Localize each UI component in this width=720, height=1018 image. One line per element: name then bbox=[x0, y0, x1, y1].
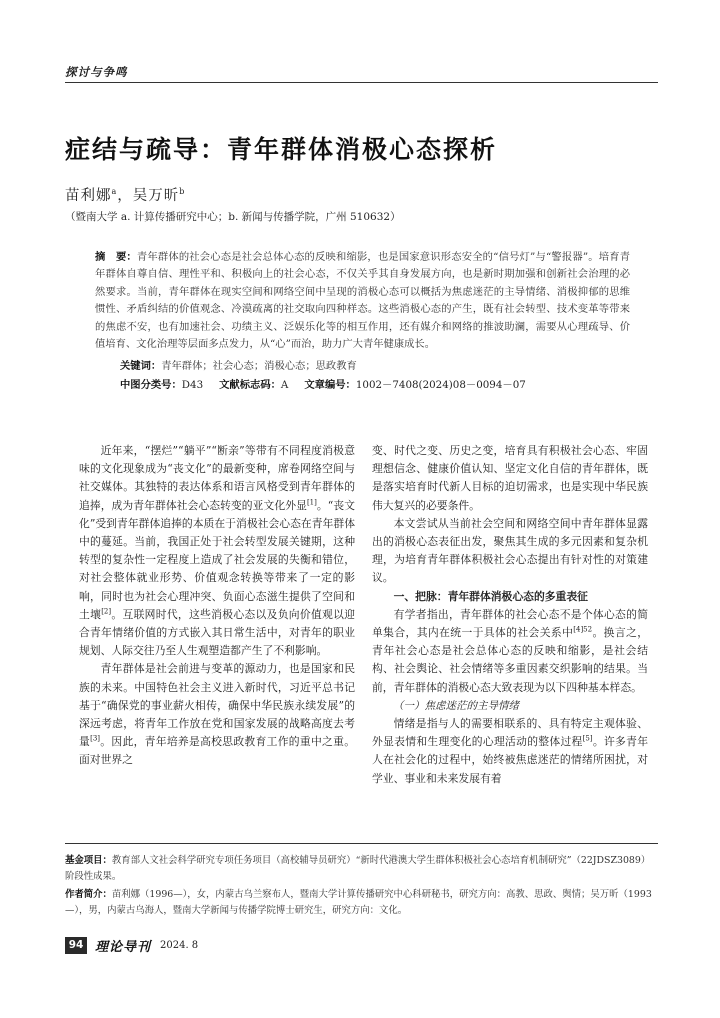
body-paragraph: 本文尝试从当前社会空间和网络空间中青年群体显露出的消极心态表征出发，聚焦其生成的多元因素和复杂机理，为培育青年群体积极社会心态提出有针对性的对策建议。 bbox=[372, 516, 648, 585]
article-no-value: 1002－7408(2024)08－0094－07 bbox=[355, 379, 526, 391]
paragraph-text: 。“丧文化”受到青年群体追捧的本质在于消极社会心态在青年群体中的蔓延。当前，我国正处于社会转型发展关键期，这种转型的复杂性一定程度上造成了社会发展的失衡和错位，对社会整体就业形势、价值观念转换等带来了一定的影响，同时也为社会心理冲突、负面心态滋生提供了空间和土壤 bbox=[79, 498, 355, 621]
issue-date: 2024. 8 bbox=[160, 940, 199, 951]
author-bio-note bbox=[65, 887, 658, 918]
fund-label: 基金项目： bbox=[65, 855, 112, 866]
abstract-label: 摘 要： bbox=[95, 251, 137, 263]
body-paragraph bbox=[372, 606, 648, 697]
page-number: 94 bbox=[65, 937, 87, 954]
paragraph-text: 。因此，青年培养是高校思政教育工作的重中之重。面对世界之 bbox=[79, 735, 356, 767]
journal-name: 理论导刊 bbox=[95, 940, 152, 955]
classification-line bbox=[120, 376, 526, 391]
keywords bbox=[120, 357, 357, 372]
author-mark: a bbox=[111, 187, 118, 197]
doc-code-value: A bbox=[280, 379, 289, 391]
body-paragraph bbox=[79, 442, 355, 660]
author-name: ，吴万昕 bbox=[117, 188, 180, 204]
citation-ref: [5] bbox=[582, 734, 593, 743]
subsection-heading: （一）焦虑迷茫的主导情绪 bbox=[393, 699, 519, 712]
author-mark: b bbox=[179, 187, 186, 197]
citation-ref: [2] bbox=[101, 607, 112, 616]
header-rule bbox=[65, 82, 658, 83]
citation-ref: [3] bbox=[90, 734, 101, 743]
paragraph-text: 近年来，“摆烂”“躺平”“断亲”等带有不同程度消极意味的文化现象成为“丧文化”的最新变种，席卷网络空间与社交媒体。其独特的表达体系和语言风格受到青年群体的追捧，成为青年群体社会心态转变的亚文化外显 bbox=[79, 444, 355, 512]
article-no-label: 文章编号： bbox=[304, 379, 356, 391]
fund-note bbox=[65, 853, 658, 884]
clc-label: 中图分类号： bbox=[120, 379, 182, 391]
abstract-text: 青年群体的社会心态是社会总体心态的反映和缩影，也是国家意识形态安全的“信号灯”与“警报器”。培育青年群体自尊自信、理性平和、积极向上的社会心态，不仅关乎其自身发展方向，也是新时期加强和创新社会治理的必然要求。当前，青年群体在现实空间和网络空间中呈现的消极心态可以概括为焦虑迷茫的主导情绪、消极抑郁的思维惯性、矛盾纠结的价值观念、冷漠疏离的社交取向四种样态。这些消极心态的产生，既有社会转型、技术变革等带来的焦虑不安，也有加速社会、功绩主义、泛娱乐化等的相互作用，还有媒介和网络的推波助澜，需要从心理疏导、价值培育、文化治理等层面多点发力，从“心”而治，助力广大青年健康成长。 bbox=[95, 251, 631, 351]
paragraph-text: 。许多青年人在社会化的过程中，始终被焦虑迷茫的情绪所困扰，对学业、事业和未来发展有着 bbox=[372, 735, 649, 785]
author-line bbox=[65, 184, 185, 205]
citation-ref: [1] bbox=[306, 498, 317, 507]
paragraph-text: 。互联网时代，这些消极心态以及负向价值观以迎合青年情绪价值的方式嵌入其日常生活中，对青年的职业规划、人际交往乃至人生观塑造都产生了不利影响。 bbox=[79, 607, 356, 658]
author-bio-text: 苗利娜（1996—），女，内蒙古乌兰察布人，暨南大学计算传播研究中心科研秘书，研究方向：高教、思政、舆情；吴万昕（1993—），男，内蒙古乌海人，暨南大学新闻与传播学院博士研究生，研究方向：文化。 bbox=[65, 889, 652, 916]
clc-value: D43 bbox=[181, 379, 204, 391]
section-label: 探讨与争鸣 bbox=[65, 65, 128, 79]
paragraph-text: 有学者指出，青年群体的社会心态不是个体心态的简单集合，其内在统一于具体的社会关系中 bbox=[372, 607, 648, 640]
affiliation: （暨南大学 a. 计算传播研究中心；b. 新闻与传播学院，广州 510632） bbox=[65, 211, 401, 223]
fund-text: 教育部人文社会科学研究专项任务项目（高校辅导员研究）“新时代港澳大学生群体积极社会心态培育机制研究”（22JDSZ3089）阶段性成果。 bbox=[65, 855, 651, 882]
paragraph-text: 。换言之，青年社会心态是社会总体心态的反映和缩影，是社会结构、社会舆论、社会情绪等多重因素交织影响的结果。当前，青年群体的消极心态大致表现为以下四种基本样态。 bbox=[372, 626, 649, 694]
footnote-rule bbox=[65, 843, 658, 844]
paragraph-text: 青年群体是社会前进与变革的源动力，也是国家和民族的未来。中国特色社会主义进入新时代，习近平总书记基于“确保党的事业薪火相传，确保中华民族永续发展”的深远考虑，将青年工作放在党和国家发展的战略高度去考量 bbox=[79, 662, 355, 749]
section-heading: 一、把脉：青年群体消极心态的多重表征 bbox=[393, 589, 588, 603]
paragraph-text: 情绪是指与人的需要相联系的、具有特定主观体验、外显表情和生理变化的心理活动的整体过程 bbox=[372, 717, 648, 749]
keywords-text: 青年群体；社会心态；消极心态；思政教育 bbox=[161, 360, 357, 372]
body-paragraph: 变、时代之变、历史之变，培育具有积极社会心态、牢固理想信念、健康价值认知、坚定文化自信的青年群体，既是落实培育时代新人目标的迫切需求，也是实现中华民族伟大复兴的必要条件。 bbox=[372, 444, 648, 512]
keywords-label: 关键词： bbox=[120, 360, 162, 372]
article-title: 症结与疏导：青年群体消极心态探析 bbox=[65, 135, 498, 164]
body-paragraph bbox=[372, 715, 648, 788]
author-name: 苗利娜 bbox=[65, 188, 112, 204]
abstract bbox=[95, 249, 630, 353]
body-paragraph bbox=[79, 660, 355, 769]
body-column-left bbox=[79, 442, 355, 770]
body-column-right bbox=[372, 442, 648, 788]
author-bio-label: 作者简介： bbox=[65, 889, 112, 900]
citation-ref: [4]52 bbox=[573, 625, 593, 634]
doc-code-label: 文献标志码： bbox=[219, 379, 281, 391]
